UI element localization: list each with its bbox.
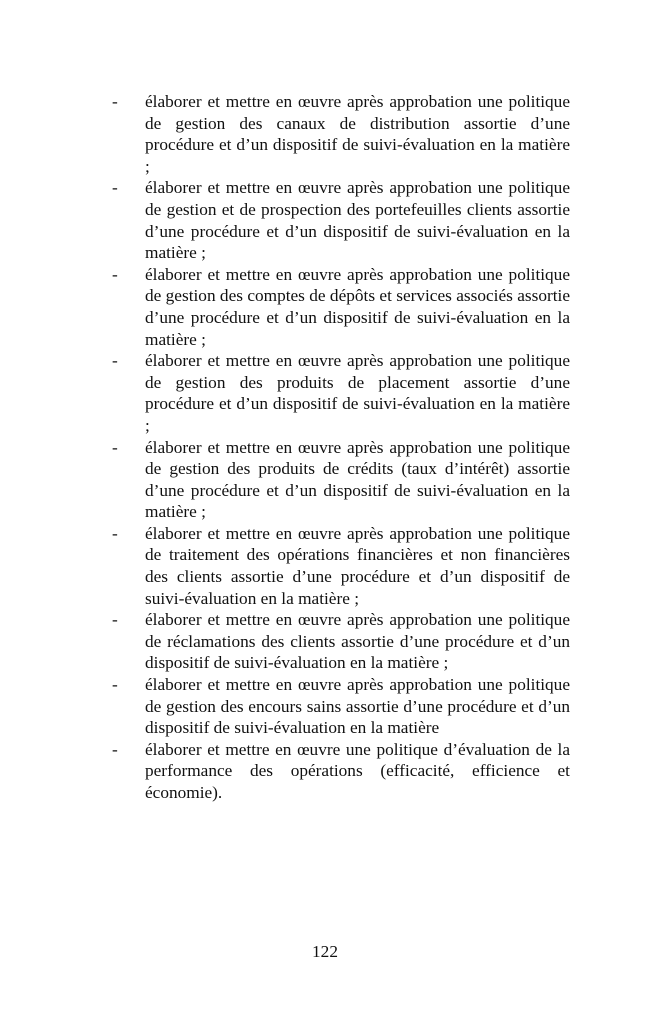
list-item-text: élaborer et mettre en œuvre après approbation une politique de gestion des canaux de distribution assortie d’une procédure et d’un dispositif de suivi-évaluation en la matière ; [145,92,570,176]
list-item-text: élaborer et mettre en œuvre après approbation une politique de gestion des produits de crédits (taux d’intérêt) assortie d’une procédure et d’un dispositif de suivi-évaluation en la matière ; [145,437,570,522]
list-item-text: élaborer et mettre en œuvre après approbation une politique de gestion et de prospection des portefeuilles clients assortie d’une procédure et d’un dispositif de suivi-évaluation en la matière ; [145,178,570,263]
list-item [112,739,570,804]
dash-marker: - [112,178,118,198]
bullet-list [112,91,570,804]
dash-marker: - [112,610,118,630]
list-item [112,350,570,436]
dash-marker: - [112,523,118,543]
dash-marker: - [112,437,118,457]
list-item-text: élaborer et mettre en œuvre après approbation une politique de gestion des encours sains assortie d’une procédure et d’un dispositif de suivi-évaluation en la matière [145,675,570,738]
list-item [112,674,570,739]
list-item-text: élaborer et mettre en œuvre après approbation une politique de traitement des opérations financières et non financières des clients assortie d’une procédure et d’un dispositif de suivi-évaluation en la matière ; [145,523,570,608]
dash-marker: - [112,264,118,284]
dash-marker: - [112,739,118,759]
list-item [112,264,570,350]
list-item-text: élaborer et mettre en œuvre après approbation une politique de réclamations des clients assortie d’une procédure et d’un dispositif de suivi-évaluation en la matière ; [145,610,570,673]
list-item-text: élaborer et mettre en œuvre une politique d’évaluation de la performance des opérations (efficacité, efficience et économie). [145,739,570,802]
list-item [112,609,570,674]
list-item-text: élaborer et mettre en œuvre après approbation une politique de gestion des comptes de dépôts et services associés assortie d’une procédure et d’un dispositif de suivi-évaluation en la matière ; [145,264,570,349]
list-item [112,177,570,263]
page-number: 122 [312,942,338,961]
list-item [112,437,570,523]
list-item [112,523,570,609]
dash-marker: - [112,92,118,111]
list-item [112,91,570,177]
dash-marker: - [112,351,118,371]
dash-marker: - [112,675,118,695]
list-item-text: élaborer et mettre en œuvre après approbation une politique de gestion des produits de placement assortie d’une procédure et d’un dispositif de suivi-évaluation en la matière ; [145,351,570,435]
